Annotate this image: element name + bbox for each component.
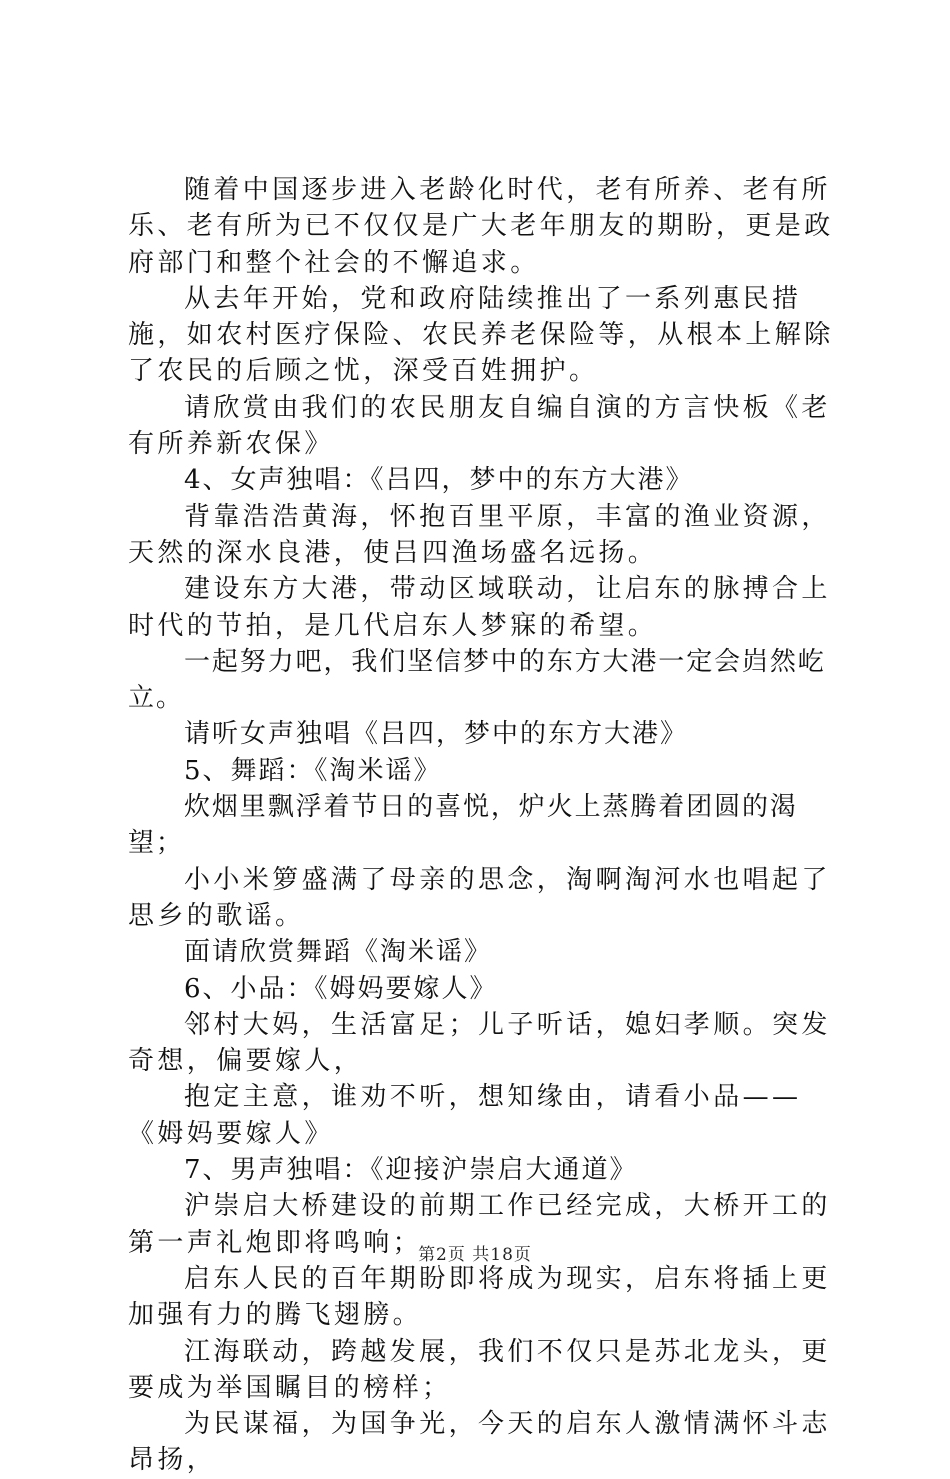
paragraph-6: 建设东方大港，带动区域联动，让启东的脉搏合上时代的节拍，是几代启东人梦寐的希望。 bbox=[128, 574, 831, 641]
paragraph-12: 面请欣赏舞蹈《淘米谣》 bbox=[184, 937, 493, 968]
paragraph-10: 炊烟里飘浮着节日的喜悦，炉火上蒸腾着团圆的渴望； bbox=[128, 792, 798, 859]
section-heading-4: 4、女声独唱：《吕四，梦中的东方大港》 bbox=[184, 465, 694, 496]
paragraph-2: 从去年开始，党和政府陆续推出了一系列惠民措施，如农村医疗保险、农民养老保险等，从根本上解除了农民的后顾之忧，深受百姓拥护。 bbox=[128, 283, 834, 387]
paragraph-3: 请欣赏由我们的农民朋友自编自演的方言快板《老有所养新农保》 bbox=[128, 392, 831, 460]
paragraph-15: 抱定主意，谁劝不听，想知缘由，请看小品——《姆妈要嫁人》 bbox=[128, 1082, 802, 1149]
paragraph-5: 背靠浩浩黄海，怀抱百里平原，丰富的渔业资源，天然的深水良港，使吕四渔场盛名远扬。 bbox=[128, 501, 831, 568]
paragraph-8: 请听女声独唱《吕四，梦中的东方大港》 bbox=[184, 719, 689, 750]
section-heading-6: 6、小品：《姆妈要嫁人》 bbox=[184, 973, 498, 1004]
section-heading-5: 5、舞蹈：《淘米谣》 bbox=[184, 755, 442, 786]
section-heading-7: 7、男声独唱：《迎接沪崇启大通道》 bbox=[184, 1155, 638, 1186]
paragraph-18: 启东人民的百年期盼即将成为现实，启东将插上更加强有力的腾飞翅膀。 bbox=[128, 1263, 831, 1331]
paragraph-19: 江海联动，跨越发展，我们不仅只是苏北龙头，更要成为举国瞩目的榜样； bbox=[128, 1336, 831, 1403]
paragraph-17: 沪崇启大桥建设的前期工作已经完成，大桥开工的第一声礼炮即将鸣响； bbox=[128, 1191, 831, 1258]
document-body bbox=[128, 172, 838, 1479]
paragraph-1: 随着中国逐步进入老龄化时代，老有所养、老有所乐、老有所为已不仅仅是广大老年朋友的期盼，更是政府部门和整个社会的不懈追求。 bbox=[128, 175, 834, 278]
paragraph-11: 小小米箩盛满了母亲的思念，淘啊淘河水也唱起了思乡的歌谣。 bbox=[128, 864, 831, 931]
paragraph-20: 为民谋福，为国争光，今天的启东人激情满怀斗志昂扬， bbox=[128, 1409, 831, 1476]
paragraph-7: 一起努力吧，我们坚信梦中的东方大港一定会岿然屹立。 bbox=[128, 646, 826, 714]
page-number-footer: 第2页 共18页 bbox=[418, 1245, 532, 1265]
paragraph-14: 邻村大妈，生活富足；儿子听话，媳妇孝顺。突发奇想，偏要嫁人， bbox=[128, 1009, 831, 1077]
